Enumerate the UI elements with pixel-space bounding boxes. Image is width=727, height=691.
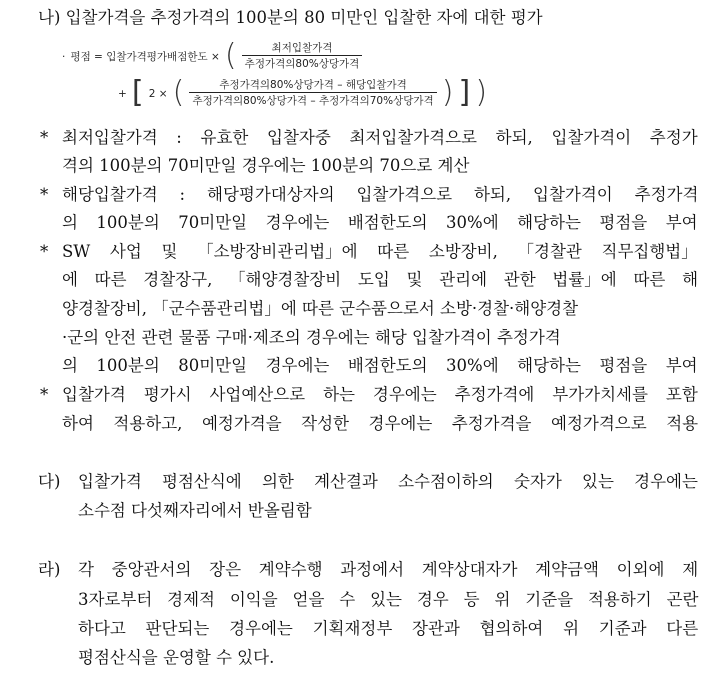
section-na-heading: 나) 입찰가격을 추정가격의 100분의 80 미만인 입찰한 자에 대한 평가 — [38, 8, 543, 27]
formula-close-paren: ) — [441, 75, 454, 110]
note-2-line-1: 해당입찰가격 : 해당평가대상자의 입찰가격으로 하되, 입찰가격이 추정가격 — [62, 185, 699, 204]
formula-outer-close-paren: ) — [475, 75, 488, 110]
note-1-marker: * — [40, 128, 49, 147]
note-4-marker: * — [40, 385, 49, 404]
section-da-line-1: 입찰가격 평점산식에 의한 계산결과 소수점이하의 숫자가 있는 경우에는 — [78, 472, 698, 491]
section-ra-line-2: 3자로부터 경제적 이익을 얻을 수 있는 경우 등 위 기준을 적용하기 곤란 — [78, 590, 699, 609]
section-ra-line-1: 각 중앙관서의 장은 계약수행 과정에서 계약상대자가 계약금액 이외에 제 — [78, 560, 699, 579]
note-4-line-2: 하여 적용하고, 예정가격을 작성한 경우에는 추정가격을 예정가격으로 적용 — [62, 414, 699, 433]
formula-fraction-1-numerator: 최저입찰가격 — [242, 40, 363, 56]
formula-plus: + — [118, 88, 127, 100]
note-2-line-2: 의 100분의 70미만일 경우에는 배점한도의 30%에 해당하는 평점을 부여 — [62, 213, 698, 232]
formula-open-paren: ( — [224, 38, 237, 73]
note-3-line-4: ·군의 안전 관련 물품 구매·제조의 경우에는 해당 입찰가격이 추정가격 — [62, 328, 561, 347]
formula-open-bracket: [ — [131, 75, 144, 110]
price-score-formula — [62, 38, 487, 110]
formula-fraction-1 — [242, 40, 363, 71]
formula-coefficient: 2 × — [148, 88, 168, 100]
section-ra-line-3: 하다고 판단되는 경우에는 기획재정부 장관과 협의하여 위 기준과 다른 — [78, 619, 699, 638]
note-3-line-1: SW 사업 및 「소방장비관리법」에 따른 소방장비, 「경찰관 직무집행법」 — [62, 242, 698, 261]
formula-fraction-1-denominator: 추정가격의80%상당가격 — [244, 58, 360, 70]
formula-lhs: 평점 = 입찰가격평가배점한도 × — [70, 51, 220, 63]
note-1-line-2: 격의 100분의 70미만일 경우에는 100분의 70으로 계산 — [62, 156, 470, 175]
note-3-marker: * — [40, 242, 49, 261]
note-1-line-1: 최저입찰가격 : 유효한 입찰자중 최저입찰가격으로 하되, 입찰가격이 추정가 — [62, 128, 698, 147]
formula-fraction-2-denominator: 추정가격의80%상당가격 – 추정가격의70%상당가격 — [192, 95, 434, 107]
formula-inner-open-paren: ( — [172, 75, 185, 110]
note-2-marker: * — [40, 185, 49, 204]
note-3-line-3: 양경찰장비, 「군수품관리법」에 따른 군수품으로서 소방·경찰·해양경찰 — [62, 299, 579, 318]
note-3-line-5: 의 100분의 80미만일 경우에는 배점한도의 30%에 해당하는 평점을 부여 — [62, 356, 698, 375]
formula-bullet: · — [62, 51, 66, 63]
section-da-marker: 다) — [38, 472, 61, 491]
formula-close-bracket: ] — [458, 75, 471, 110]
note-3-line-2: 에 따른 경찰장구, 「해양경찰장비 도입 및 관리에 관한 법률」에 따른 해 — [62, 270, 699, 289]
formula-fraction-2-numerator: 추정가격의80%상당가격 – 해당입찰가격 — [189, 77, 436, 93]
section-ra-line-4: 평점산식을 운영할 수 있다. — [78, 648, 275, 667]
section-da-line-2: 소수점 다섯째자리에서 반올림함 — [78, 501, 312, 520]
note-4-line-1: 입찰가격 평가시 사업예산으로 하는 경우에는 추정가격에 부가가치세를 포함 — [62, 385, 698, 404]
section-ra-marker: 라) — [38, 560, 61, 579]
formula-fraction-2 — [189, 77, 436, 108]
